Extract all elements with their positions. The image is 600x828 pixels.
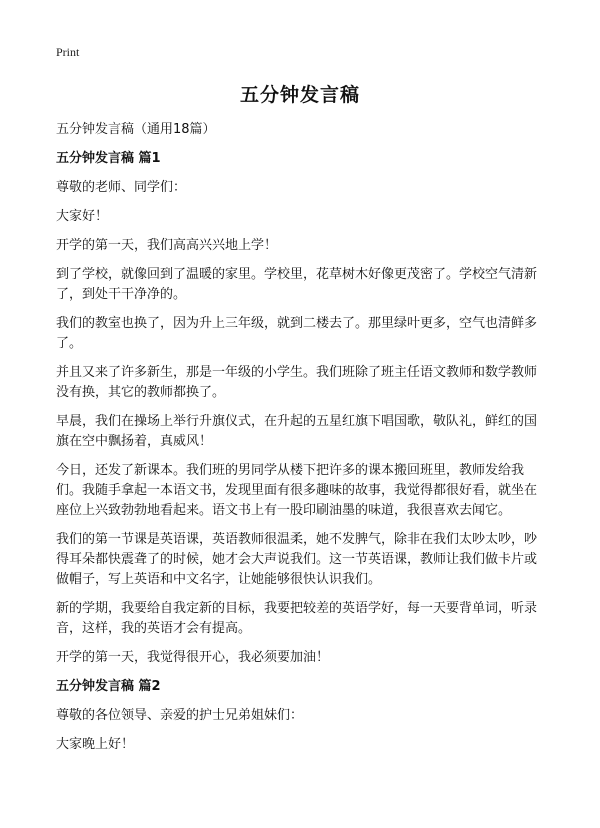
paragraph: 开学的第一天，我觉得很开心，我必须要加油！ — [56, 650, 330, 665]
paragraph: 开学的第一天，我们高高兴兴地上学！ — [56, 238, 278, 253]
section-heading: 五分钟发言稿 篇1 — [56, 151, 161, 166]
page-title: 五分钟发言稿 — [239, 84, 360, 106]
document-body — [56, 120, 546, 764]
paragraph: 尊敬的老师、同学们： — [56, 180, 187, 195]
section-2 — [56, 677, 546, 755]
paragraph: 大家晚上好！ — [56, 737, 135, 752]
section-1 — [56, 149, 546, 668]
paragraph: 早晨，我们在操场上举行升旗仪式，在升起的五星红旗下唱国歌，敬队礼，鲜红的国旗在空中飘扬着，真威风！ — [56, 414, 538, 449]
paragraph: 并且又来了许多新生，那是一年级的小学生。我们班除了班主任语文教师和数学教师没有换，其它的教师都换了。 — [56, 365, 538, 400]
paragraph: 今日，还发了新课本。我们班的男同学从楼下把许多的课本搬回班里，教师发给我们。我随手拿起一本语文书，发现里面有很多趣味的故事，我觉得都很好看，就坐在座位上兴致勃勃地看起来。语文书上有一股印刷油墨的味道，我很喜欢去闻它。 — [56, 463, 538, 518]
paragraph: 大家好！ — [56, 209, 109, 224]
paragraph: 到了学校，就像回到了温暖的家里。学校里，花草树木好像更茂密了。学校空气清新了，到处干干净净的。 — [56, 267, 538, 302]
paragraph: 新的学期，我要给自我定新的目标，我要把较差的英语学好，每一天要背单词，听录音，这样，我的英语才会有提高。 — [56, 601, 538, 636]
document-subtitle: 五分钟发言稿（通用18篇） — [56, 122, 216, 137]
print-label[interactable]: Print — [56, 45, 80, 59]
paragraph: 我们的教室也换了，因为升上三年级，就到二楼去了。那里绿叶更多，空气也清鲜多了。 — [56, 316, 538, 351]
paragraph: 我们的第一节课是英语课，英语教师很温柔，她不发脾气，除非在我们太吵太吵，吵得耳朵都快震聋了的时候，她才会大声说我们。这一节英语课，教师让我们做卡片或做帽子，写上英语和中文名字，让她能够很快认识我们。 — [56, 532, 538, 587]
section-heading: 五分钟发言稿 篇2 — [56, 679, 161, 694]
paragraph: 尊敬的各位领导、亲爱的护士兄弟姐妹们： — [56, 708, 304, 723]
